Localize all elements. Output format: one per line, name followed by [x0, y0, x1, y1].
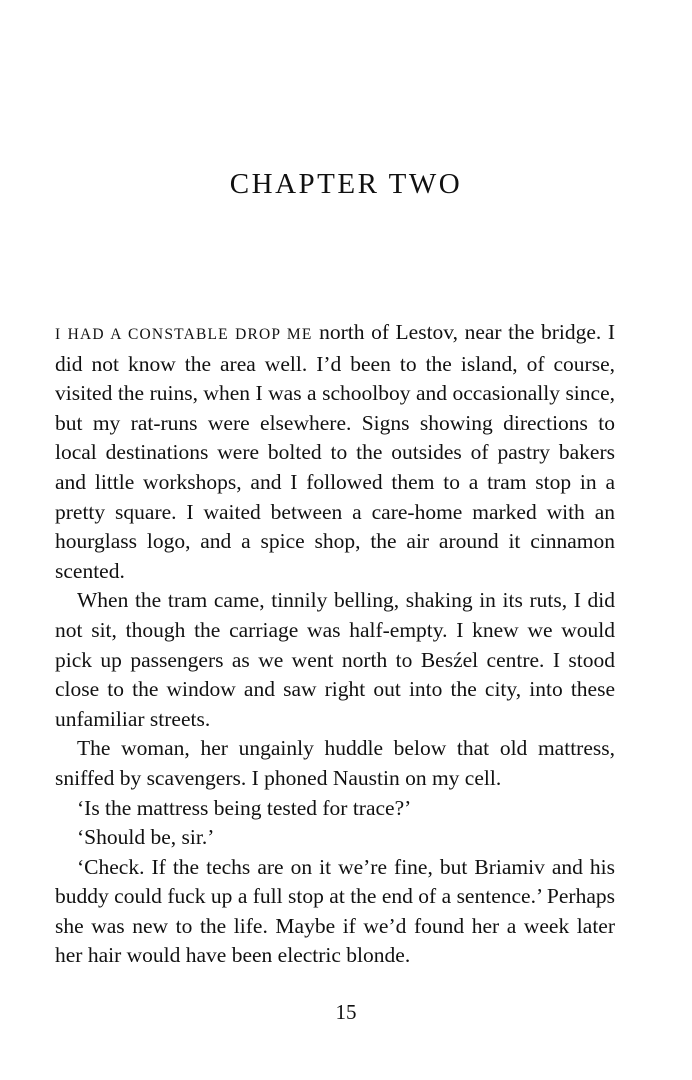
page-number: 15	[335, 1000, 357, 1024]
paragraph-6: ‘Check. If the techs are on it we’re fine, but Briamiv and his buddy could fuck up a full stop at the end of a sentence.’ Perhaps she was new to the life. Maybe if we’d found her a week later her hair would have been electric blonde.	[55, 854, 615, 968]
paragraph-1	[55, 318, 615, 586]
chapter-body	[55, 318, 615, 971]
paragraph-5: ‘Should be, sir.’	[77, 825, 215, 850]
paragraph-4: ‘Is the mattress being tested for trace?’	[77, 795, 412, 820]
opening-lead-in: I HAD A CONSTABLE DROP ME	[55, 326, 313, 343]
paragraph-3: The woman, her ungainly huddle below that old mattress, sniffed by scavengers. I phoned Naustin on my cell.	[55, 736, 615, 790]
paragraph-2: When the tram came, tinnily belling, shaking in its ruts, I did not sit, though the carriage was half-empty. I knew we would pick up passengers as we went north to Besźel centre. I stood close to the window and saw right out into the city, into these unfamiliar streets.	[55, 588, 615, 731]
chapter-title: CHAPTER TWO	[229, 168, 463, 200]
paragraph-text: north of Lestov, near the bridge. I did not know the area well. I’d been to the island, of course, visited the ruins, when I was a schoolboy and occasionally since, but my rat-runs were elsewhere. Signs showing directions to local destinations were bolted to the outsides of pastry bakers and little workshops, and I followed them to a tram stop in a pretty square. I waited between a care-home marked with an hourglass logo, and a spice shop, the air around it cinnamon scented.	[55, 320, 615, 583]
